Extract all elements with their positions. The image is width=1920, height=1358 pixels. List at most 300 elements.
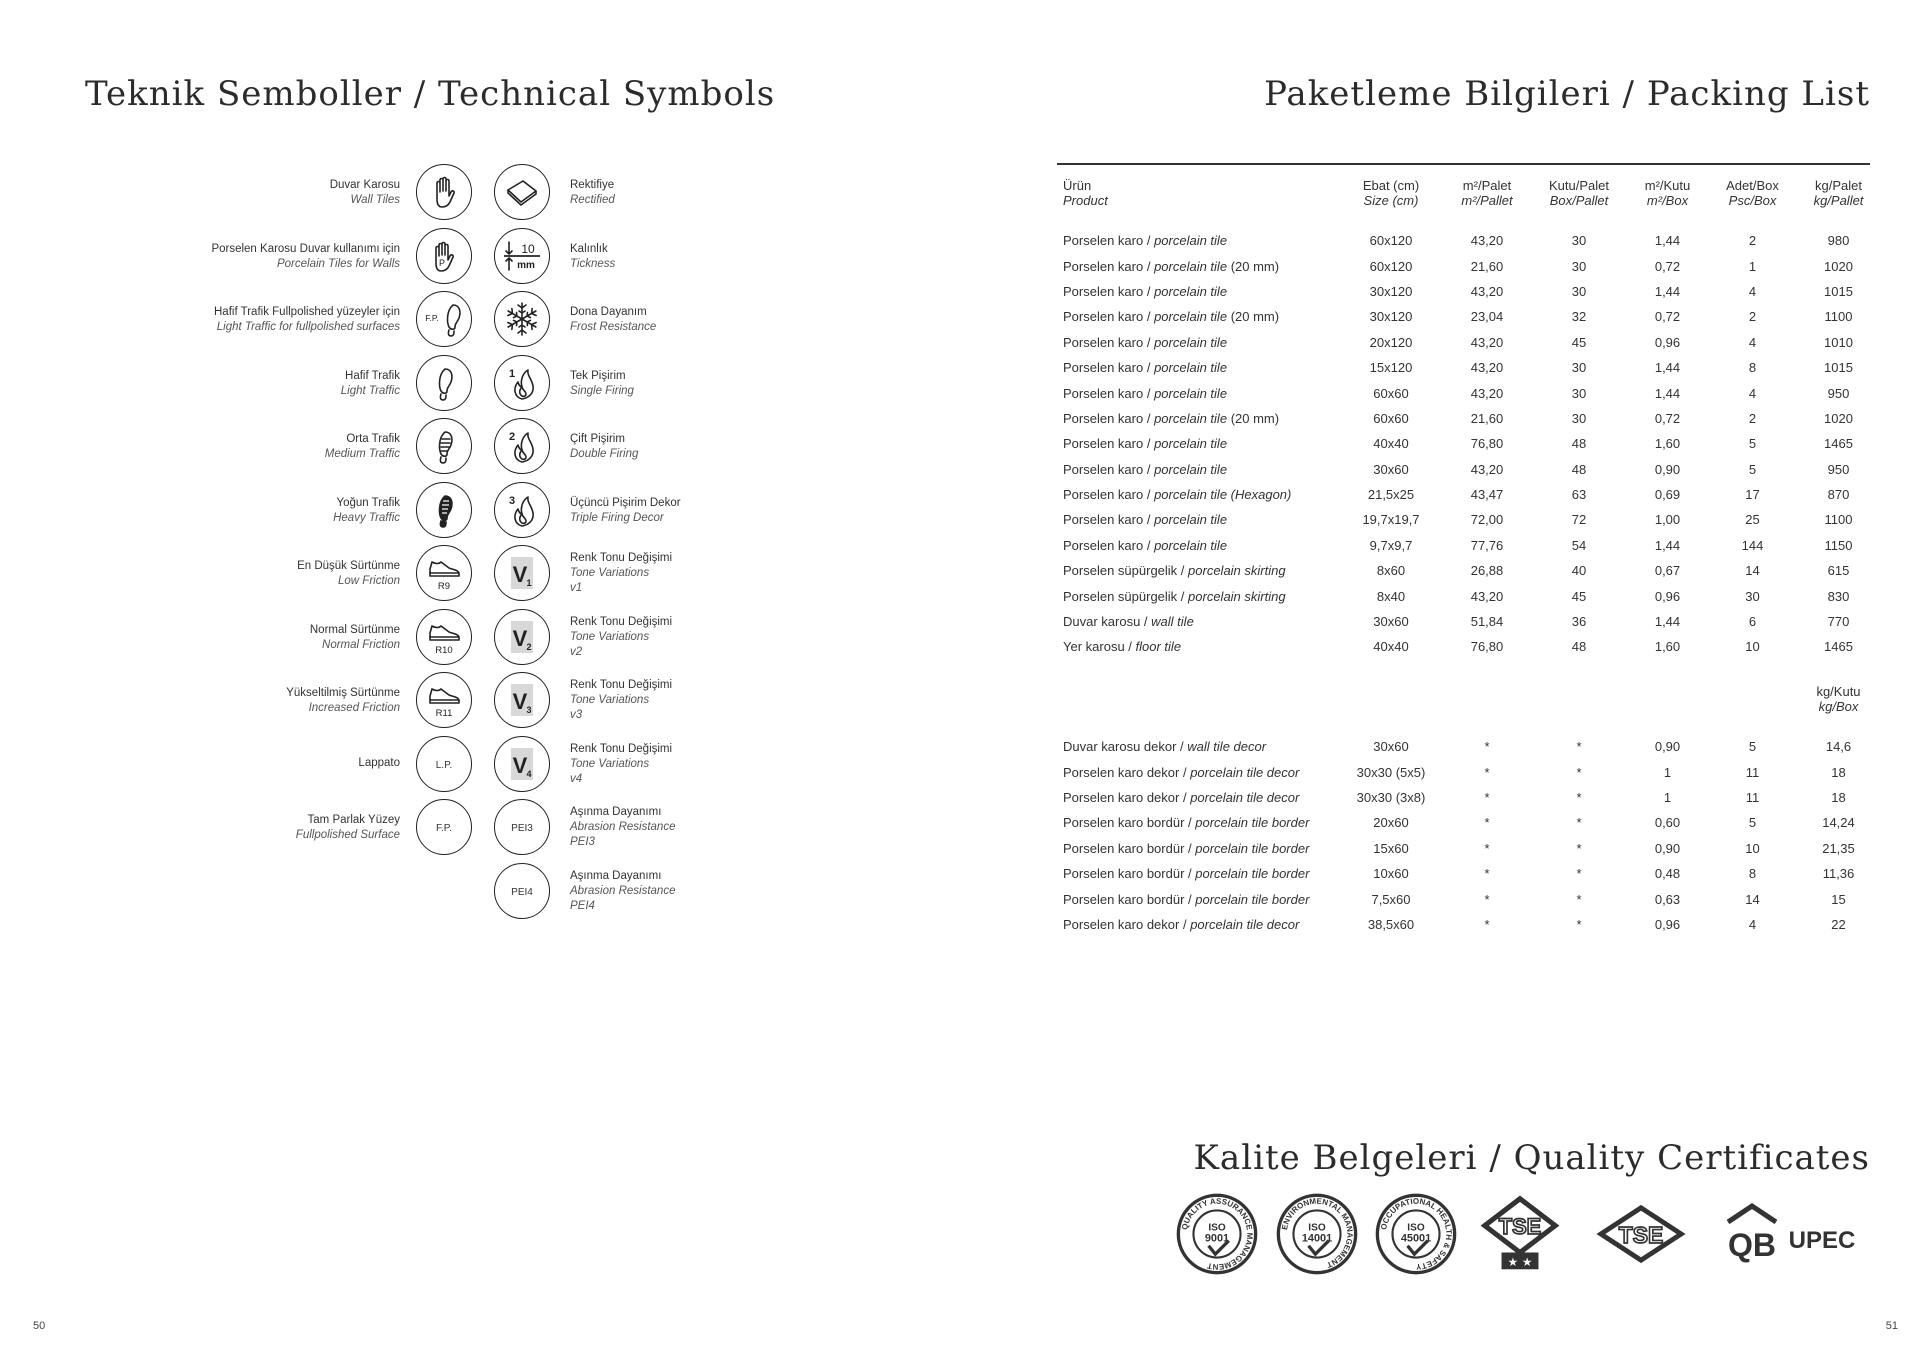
cell-box-pallet: * — [1576, 815, 1582, 831]
table-row — [1057, 810, 1882, 835]
symbol-right-label — [570, 178, 790, 208]
svg-text:F.P.: F.P. — [425, 313, 439, 323]
cell-size: 30x60 — [1373, 461, 1409, 477]
table-row — [1057, 330, 1882, 355]
cell-psc-box: 4 — [1748, 283, 1757, 299]
symbol-left-label — [140, 242, 400, 272]
symbol-name-tr: Tam Parlak Yüzey — [307, 814, 400, 826]
cell-product: Porselen karo / porcelain tile — [1063, 360, 1228, 376]
cell-kg: 21,35 — [1822, 840, 1855, 856]
shoe-r9-icon — [416, 545, 472, 601]
svg-text:V: V — [512, 562, 528, 587]
symbol-name-tr: Üçüncü Pişirim Dekor — [570, 496, 681, 509]
cell-box-pallet: * — [1576, 840, 1582, 856]
table-row — [1057, 861, 1882, 886]
symbol-name-tr: En Düşük Sürtünme — [297, 560, 400, 572]
symbol-name-en: Double Firing — [570, 448, 639, 460]
symbol-name-tr: Kalınlık — [570, 242, 608, 255]
cell-m2-box: 0,48 — [1654, 866, 1681, 882]
packing-list-table — [1057, 178, 1882, 660]
symbol-name-en: Tickness — [570, 257, 616, 270]
cell-size: 9,7x9,7 — [1369, 537, 1413, 553]
cell-m2-box: 0,69 — [1654, 487, 1681, 503]
cell-kg: 950 — [1827, 461, 1850, 477]
symbol-right-label — [570, 742, 790, 787]
symbol-name-en: Frost Resistance — [570, 321, 657, 333]
symbol-variant: v3 — [570, 709, 583, 721]
cell-product: Porselen karo bordür / porcelain tile border — [1063, 815, 1310, 831]
cell-box-pallet: 45 — [1571, 588, 1587, 604]
cell-product: Porselen karo bordür / porcelain tile border — [1063, 891, 1310, 907]
qb-upec-logo-icon — [1722, 1192, 1872, 1276]
cell-m2-pallet: 43,20 — [1470, 233, 1504, 249]
decor-header-row — [1057, 684, 1882, 734]
cell-m2-pallet: * — [1484, 866, 1490, 882]
cell-box-pallet: * — [1576, 891, 1582, 907]
cell-kg: 1100 — [1824, 512, 1853, 528]
table-row — [1057, 734, 1882, 759]
cell-m2-pallet: 43,20 — [1470, 385, 1504, 401]
tse-logo-icon — [1596, 1192, 1680, 1276]
cell-size: 8x40 — [1376, 588, 1406, 604]
pei3-icon — [494, 799, 550, 855]
tone-v2-icon — [494, 609, 550, 665]
svg-text:9001: 9001 — [1204, 1232, 1230, 1245]
cell-box-pallet: * — [1576, 866, 1582, 882]
quality-certificates-title: Kalite Belgeleri / Quality Certificates — [1193, 1138, 1870, 1178]
cell-psc-box: 4 — [1748, 385, 1757, 401]
cell-size: 60x120 — [1369, 233, 1413, 249]
symbol-left-label — [140, 686, 400, 716]
cell-psc-box: 14 — [1745, 891, 1760, 907]
cell-m2-pallet: 26,88 — [1470, 563, 1504, 579]
cell-size: 60x60 — [1373, 385, 1409, 401]
svg-text:P: P — [438, 257, 446, 268]
cell-kg: 1015 — [1824, 283, 1853, 299]
cell-kg: 14,6 — [1825, 739, 1852, 755]
cell-m2-pallet: 51,84 — [1470, 614, 1504, 630]
svg-text:1: 1 — [508, 367, 516, 380]
cell-kg: 1465 — [1824, 436, 1853, 452]
cell-box-pallet: 30 — [1571, 360, 1587, 376]
symbol-variant: v4 — [570, 772, 583, 785]
cell-m2-box: 1,60 — [1654, 639, 1681, 655]
tone-v3-icon — [494, 672, 550, 728]
svg-text:ISO: ISO — [1208, 1222, 1226, 1234]
cell-m2-box: 1,44 — [1654, 233, 1681, 249]
table-row — [1057, 431, 1882, 456]
cell-product: Porselen karo / porcelain tile (Hexagon) — [1063, 487, 1292, 503]
symbol-name-en: Normal Friction — [322, 638, 400, 651]
cell-size: 30x60 — [1373, 739, 1409, 755]
cell-product: Porselen karo / porcelain tile — [1063, 385, 1228, 401]
hand-p-icon — [416, 228, 472, 284]
symbol-left-label — [140, 305, 400, 335]
cell-kg: 18 — [1831, 764, 1846, 780]
cell-kg: 18 — [1831, 789, 1846, 805]
cell-size: 30x30 (5x5) — [1356, 764, 1426, 780]
cell-psc-box: 2 — [1748, 410, 1757, 426]
svg-text:QB: QB — [1728, 1227, 1776, 1263]
cell-box-pallet: * — [1576, 789, 1582, 805]
symbol-left-label — [140, 623, 400, 653]
table-row — [1057, 406, 1882, 431]
cell-m2-pallet: * — [1484, 891, 1490, 907]
cell-size: 60x120 — [1369, 258, 1413, 274]
cell-size: 20x60 — [1373, 815, 1409, 831]
svg-text:★ ★: ★ ★ — [1507, 1254, 1533, 1269]
cell-m2-pallet: 43,20 — [1470, 588, 1504, 604]
cell-m2-box: 1 — [1663, 789, 1672, 805]
cell-m2-pallet: * — [1484, 764, 1490, 780]
fullpolished-icon — [416, 799, 472, 855]
cell-kg: 1150 — [1824, 537, 1853, 553]
page-number-right: 51 — [1885, 1320, 1898, 1332]
lappato-icon — [416, 736, 472, 792]
cell-size: 21,5x25 — [1367, 487, 1415, 503]
symbol-name-en: Increased Friction — [308, 702, 400, 714]
symbol-name-tr: Yükseltilmiş Sürtünme — [286, 687, 400, 699]
symbol-name-en: Tone Variations — [570, 567, 650, 579]
cell-psc-box: 144 — [1741, 537, 1764, 553]
symbol-name-en: Abrasion Resistance — [570, 821, 676, 833]
cell-kg: 15 — [1831, 891, 1846, 907]
cell-product: Porselen karo / porcelain tile — [1063, 537, 1228, 553]
cell-m2-box: 0,60 — [1654, 815, 1681, 831]
symbol-variant: v2 — [570, 645, 583, 658]
symbol-right-label — [570, 551, 790, 596]
cell-size: 20x120 — [1369, 334, 1413, 350]
symbol-left-label — [140, 432, 400, 462]
svg-text:2: 2 — [508, 431, 516, 443]
cell-psc-box: 5 — [1748, 815, 1757, 831]
cell-size: 40x40 — [1373, 436, 1409, 452]
symbol-name-tr: Dona Dayanım — [570, 306, 647, 318]
table-row — [1057, 279, 1882, 304]
svg-text:QUALITY ASSURANCE MANAGEMENT: QUALITY ASSURANCE MANAGEMENT — [1180, 1196, 1255, 1272]
cell-box-pallet: 30 — [1571, 385, 1587, 401]
page-number-left: 50 — [33, 1320, 46, 1332]
cell-kg: 1015 — [1824, 360, 1853, 376]
cell-psc-box: 8 — [1748, 360, 1757, 376]
symbol-name-en: Tone Variations — [570, 694, 650, 706]
header-product: Ürün Product — [1063, 178, 1108, 208]
footprint-light-icon — [416, 355, 472, 411]
cell-m2-box: 1,44 — [1654, 614, 1681, 630]
cell-m2-pallet: * — [1484, 739, 1490, 755]
cell-kg: 1010 — [1824, 334, 1853, 350]
symbol-name-tr: Rektifiye — [570, 179, 615, 191]
symbol-right-label — [570, 805, 790, 850]
symbol-name-tr: Renk Tonu Değişimi — [570, 742, 673, 755]
symbol-name-en: Light Traffic for fullpolished surfaces — [216, 321, 400, 333]
symbol-name-en: Fullpolished Surface — [295, 829, 400, 841]
table-row — [1057, 558, 1882, 583]
symbol-name-tr: Normal Sürtünme — [309, 623, 400, 636]
cell-m2-pallet: 76,80 — [1470, 639, 1504, 655]
flame-2-icon — [494, 418, 550, 474]
table-row — [1057, 533, 1882, 558]
cell-kg: 830 — [1827, 588, 1850, 604]
cell-product: Porselen karo / porcelain tile (20 mm) — [1063, 258, 1280, 274]
svg-text:PEI3: PEI3 — [511, 823, 533, 834]
symbol-name-en: Porcelain Tiles for Walls — [276, 257, 400, 270]
fp-footprint-icon — [416, 291, 472, 347]
svg-text:L.P.: L.P. — [435, 759, 453, 771]
cell-m2-box: 0,90 — [1654, 739, 1681, 755]
cell-kg: 1020 — [1824, 410, 1853, 426]
cell-psc-box: 2 — [1748, 309, 1757, 325]
cell-product: Porselen karo dekor / porcelain tile decor — [1063, 916, 1300, 932]
thickness-icon — [494, 228, 550, 284]
cell-psc-box: 2 — [1748, 233, 1757, 249]
svg-text:R11: R11 — [435, 708, 453, 719]
symbol-name-tr: Çift Pişirim — [570, 433, 625, 445]
cell-m2-box: 1 — [1663, 764, 1672, 780]
cell-m2-pallet: 21,60 — [1470, 410, 1504, 426]
symbol-right-label — [570, 242, 790, 272]
cell-m2-box: 0,72 — [1654, 258, 1681, 274]
svg-text:45001: 45001 — [1400, 1232, 1432, 1245]
iso-9001-seal-icon — [1175, 1192, 1259, 1276]
cell-product: Porselen karo / porcelain tile — [1063, 436, 1228, 452]
cell-product: Yer karosu / floor tile — [1063, 639, 1182, 655]
cell-product: Porselen karo / porcelain tile — [1063, 461, 1228, 477]
svg-text:14001: 14001 — [1301, 1232, 1333, 1245]
svg-text:V: V — [512, 752, 528, 778]
cell-psc-box: 5 — [1748, 461, 1757, 477]
footprint-medium-icon — [416, 418, 472, 474]
cell-box-pallet: 63 — [1571, 487, 1587, 503]
svg-text:4: 4 — [526, 768, 532, 779]
cell-kg: 950 — [1827, 385, 1850, 401]
table-row — [1057, 634, 1882, 659]
cell-box-pallet: 30 — [1571, 258, 1587, 274]
cell-product: Porselen karo / porcelain tile — [1063, 283, 1228, 299]
cell-size: 15x120 — [1369, 360, 1413, 376]
symbol-name-en: Rectified — [570, 194, 615, 206]
symbol-name-tr: Lappato — [358, 756, 400, 769]
cell-m2-pallet: 43,20 — [1470, 461, 1504, 477]
cell-size: 7,5x60 — [1371, 891, 1411, 907]
cell-psc-box: 8 — [1748, 866, 1757, 882]
cell-m2-pallet: * — [1484, 789, 1490, 805]
svg-text:V: V — [512, 689, 528, 714]
header-box-pallet: Kutu/Palet Box/Pallet — [1549, 178, 1609, 208]
header-m2-pallet: m²/Palet m²/Pallet — [1461, 178, 1513, 208]
cell-psc-box: 30 — [1745, 588, 1760, 604]
symbol-name-en: Tone Variations — [570, 630, 650, 643]
shoe-r11-icon — [416, 672, 472, 728]
cell-product: Porselen karo bordür / porcelain tile border — [1063, 866, 1310, 882]
symbol-left-label — [140, 496, 400, 526]
technical-symbols-title: Teknik Semboller / Technical Symbols — [85, 74, 776, 114]
svg-text:OCCUPATIONAL HEALTH & SAFETY: OCCUPATIONAL HEALTH & SAFETY — [1379, 1196, 1454, 1272]
symbol-right-label — [570, 369, 790, 399]
cell-m2-box: 1,44 — [1654, 360, 1681, 376]
symbol-left-label — [140, 559, 400, 589]
symbol-name-tr: Renk Tonu Değişimi — [570, 552, 673, 564]
header-kg-box: kg/Kutu kg/Box — [1816, 684, 1861, 714]
svg-text:2: 2 — [526, 641, 532, 652]
cell-psc-box: 11 — [1745, 764, 1760, 780]
svg-text:10: 10 — [521, 241, 535, 256]
cell-product: Porselen karo dekor / porcelain tile decor — [1063, 789, 1300, 805]
cell-m2-box: 0,90 — [1654, 461, 1681, 477]
cell-kg: 22 — [1831, 916, 1846, 932]
cell-psc-box: 10 — [1745, 840, 1760, 856]
cell-box-pallet: 48 — [1571, 639, 1587, 655]
cell-kg: 1465 — [1824, 639, 1853, 655]
cell-m2-box: 0,72 — [1654, 410, 1681, 426]
cell-m2-box: 1,00 — [1654, 512, 1681, 528]
cell-product: Porselen karo / porcelain tile (20 mm) — [1063, 410, 1280, 426]
cell-m2-pallet: 72,00 — [1470, 512, 1504, 528]
flame-1-icon — [494, 355, 550, 411]
cell-size: 60x60 — [1373, 410, 1409, 426]
cell-product: Porselen karo / porcelain tile — [1063, 334, 1228, 350]
cell-m2-pallet: * — [1484, 815, 1490, 831]
cell-m2-box: 0,67 — [1654, 563, 1681, 579]
cell-kg: 870 — [1827, 487, 1850, 503]
cell-product: Porselen süpürgelik / porcelain skirting — [1063, 588, 1286, 604]
cell-m2-box: 0,63 — [1654, 891, 1681, 907]
cell-product: Porselen karo bordür / porcelain tile border — [1063, 840, 1310, 856]
tse-star-logo-icon — [1478, 1192, 1562, 1276]
cell-product: Porselen karo dekor / porcelain tile decor — [1063, 764, 1300, 780]
svg-text:V: V — [512, 625, 528, 651]
symbol-right-label — [570, 432, 790, 462]
symbol-right-label — [570, 496, 790, 526]
symbol-right-label — [570, 305, 790, 335]
cell-kg: 615 — [1827, 563, 1850, 579]
cell-m2-pallet: 23,04 — [1470, 309, 1504, 325]
cell-box-pallet: 48 — [1571, 436, 1587, 452]
symbol-name-tr: Tek Pişirim — [570, 369, 626, 382]
pei4-icon — [494, 863, 550, 919]
flame-3-icon — [494, 482, 550, 538]
table-header-row — [1057, 178, 1882, 228]
cell-box-pallet: 30 — [1571, 233, 1587, 249]
svg-text:mm: mm — [517, 259, 535, 271]
cell-psc-box: 5 — [1748, 739, 1757, 755]
cell-size: 8x60 — [1376, 563, 1406, 579]
cell-size: 30x120 — [1369, 309, 1413, 325]
cell-box-pallet: * — [1576, 764, 1582, 780]
symbol-name-tr: Yoğun Trafik — [336, 496, 400, 509]
cell-psc-box: 4 — [1748, 334, 1757, 350]
cell-m2-pallet: 76,80 — [1470, 436, 1504, 452]
cell-psc-box: 1 — [1748, 258, 1757, 274]
cell-m2-pallet: 43,20 — [1470, 360, 1504, 376]
cell-psc-box: 14 — [1745, 563, 1760, 579]
cell-size: 19,7x19,7 — [1362, 512, 1420, 528]
cell-kg: 1020 — [1824, 258, 1853, 274]
symbol-name-tr: Hafif Trafik — [345, 369, 400, 382]
footprint-heavy-icon — [416, 482, 472, 538]
symbol-left-label — [140, 369, 400, 399]
symbol-name-en: Heavy Traffic — [333, 511, 400, 524]
symbol-name-en: Light Traffic — [340, 384, 400, 397]
header-m2-box: m²/Kutu m²/Box — [1644, 178, 1691, 208]
table-row — [1057, 228, 1882, 253]
svg-text:3: 3 — [508, 494, 516, 507]
snowflake-icon — [494, 291, 550, 347]
cell-m2-box: 0,96 — [1654, 588, 1681, 604]
cell-psc-box: 5 — [1748, 436, 1757, 452]
rectified-icon — [494, 164, 550, 220]
cell-box-pallet: 30 — [1571, 283, 1587, 299]
symbol-left-label — [140, 756, 400, 771]
symbol-name-tr: Porselen Karosu Duvar kullanımı için — [211, 242, 400, 255]
symbol-name-en: Abrasion Resistance — [570, 884, 676, 897]
table-top-rule — [1057, 163, 1870, 165]
cell-m2-pallet: 43,47 — [1470, 487, 1504, 503]
cell-m2-pallet: * — [1484, 916, 1490, 932]
cell-kg: 980 — [1827, 233, 1850, 249]
cell-kg: 770 — [1827, 614, 1850, 630]
table-row — [1057, 583, 1882, 608]
cell-product: Porselen süpürgelik / porcelain skirting — [1063, 563, 1286, 579]
cell-kg: 1100 — [1824, 309, 1853, 325]
cell-box-pallet: 48 — [1571, 461, 1587, 477]
cell-size: 40x40 — [1373, 639, 1409, 655]
svg-text:R9: R9 — [437, 581, 451, 592]
hand-icon — [416, 164, 472, 220]
cell-box-pallet: 40 — [1571, 563, 1587, 579]
cell-psc-box: 11 — [1745, 789, 1760, 805]
cell-m2-box: 1,44 — [1654, 385, 1681, 401]
svg-text:F.P.: F.P. — [436, 823, 452, 834]
symbol-name-en: Wall Tiles — [350, 194, 400, 206]
cell-kg: 11,36 — [1822, 866, 1855, 882]
cell-m2-box: 0,96 — [1654, 334, 1681, 350]
cell-size: 30x60 — [1373, 614, 1409, 630]
tone-v1-icon — [494, 545, 550, 601]
symbol-variant: v1 — [570, 582, 583, 594]
svg-text:UPEC: UPEC — [1788, 1227, 1856, 1254]
decor-packing-table — [1057, 684, 1882, 937]
cell-psc-box: 17 — [1745, 487, 1760, 503]
cell-box-pallet: * — [1576, 739, 1582, 755]
cell-size: 30x120 — [1369, 283, 1413, 299]
symbol-name-en: Single Firing — [570, 384, 634, 397]
symbol-right-label — [570, 615, 790, 660]
svg-text:TSE: TSE — [1618, 1222, 1664, 1248]
cell-box-pallet: * — [1576, 916, 1582, 932]
table-row — [1057, 785, 1882, 810]
cell-m2-box: 0,96 — [1654, 916, 1681, 932]
packing-list-title: Paketleme Bilgileri / Packing List — [1264, 74, 1870, 114]
cell-product: Duvar karosu / wall tile — [1063, 614, 1194, 630]
cell-psc-box: 4 — [1748, 916, 1757, 932]
cell-psc-box: 25 — [1745, 512, 1760, 528]
svg-text:PEI4: PEI4 — [511, 886, 533, 898]
symbol-variant: PEI4 — [570, 899, 595, 912]
symbol-name-en: Triple Firing Decor — [570, 511, 664, 524]
symbol-name-tr: Aşınma Dayanımı — [570, 806, 662, 818]
cell-product: Porselen karo / porcelain tile — [1063, 512, 1228, 528]
symbol-name-tr: Hafif Trafik Fullpolished yüzeyler için — [214, 306, 400, 318]
table-row — [1057, 355, 1882, 380]
symbol-name-tr: Orta Trafik — [346, 433, 400, 445]
cell-m2-pallet: 77,76 — [1470, 537, 1504, 553]
cell-m2-pallet: 43,20 — [1470, 283, 1504, 299]
cell-product: Duvar karosu dekor / wall tile decor — [1063, 739, 1267, 755]
cell-box-pallet: 72 — [1571, 512, 1587, 528]
symbol-name-tr: Renk Tonu Değişimi — [570, 615, 673, 628]
table-row — [1057, 253, 1882, 278]
